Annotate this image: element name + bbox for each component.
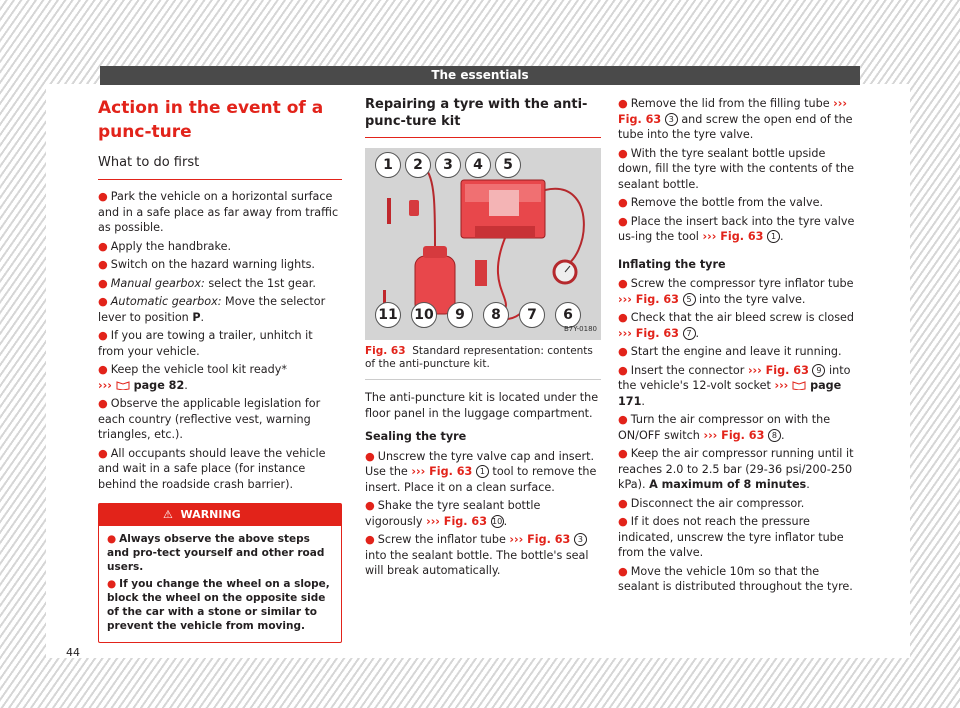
callout-number: 10 xyxy=(491,516,503,526)
step-text-after: . xyxy=(780,428,785,442)
step-text-after: into the sealant bottle. The bottle's seal will break automatically. xyxy=(365,548,589,577)
step-item xyxy=(618,276,862,307)
item-text: Park the vehicle on a horizontal surface and in a safe place as far away from traffic as possible. xyxy=(98,190,339,234)
step-text: Shake the tyre sealant bottle vigorously xyxy=(365,499,541,528)
step-text-after: . xyxy=(503,514,508,528)
item-lead: Automatic gearbox: xyxy=(110,295,222,308)
list-item xyxy=(98,446,342,493)
step-item xyxy=(618,446,862,493)
step-item xyxy=(618,496,862,512)
figure-reference[interactable]: ››› Fig. 63 xyxy=(747,363,809,377)
section-header: The essentials xyxy=(100,66,860,85)
step-text: Remove the lid from the filling tube xyxy=(630,97,834,110)
figure-reference[interactable]: ››› xyxy=(774,379,793,392)
list-item xyxy=(98,189,342,236)
figure-reference[interactable]: ››› Fig. 63 xyxy=(703,428,765,442)
step-text-after: into the tyre valve. xyxy=(695,292,806,306)
sealing-steps xyxy=(365,449,601,579)
figure-reference[interactable]: ››› Fig. 63 xyxy=(618,292,679,306)
callout-number: 3 xyxy=(665,113,678,126)
figure-callout: 5 xyxy=(495,152,521,178)
bullet-icon: ● xyxy=(618,97,628,110)
bullet-icon: ● xyxy=(98,258,108,271)
step-item xyxy=(365,449,601,496)
section-title: Repairing a tyre with the anti-punc-ture kit xyxy=(365,97,588,129)
bullet-icon: ● xyxy=(618,515,628,528)
bullet-icon: ● xyxy=(365,499,375,512)
step-text: With the tyre sealant bottle upside down, fill the tyre with the contents of the sealant bottle. xyxy=(618,146,854,191)
step-text-after: into the vehicle's 12-volt socket xyxy=(618,363,851,392)
item-text: If you are towing a trailer, unhitch it from your vehicle. xyxy=(98,329,313,358)
list-item xyxy=(98,396,342,443)
manual-book-icon xyxy=(116,379,130,388)
figure-callout: 6 xyxy=(555,302,581,328)
step-item xyxy=(365,532,601,579)
instruction-list xyxy=(98,189,342,492)
bullet-icon: ● xyxy=(618,413,628,426)
step-text: Place the insert back into the tyre valve us-ing the tool xyxy=(618,214,855,243)
bullet-icon: ● xyxy=(618,214,628,228)
step-item xyxy=(365,498,601,529)
figure-reference[interactable]: ››› Fig. 63 xyxy=(702,230,764,243)
warning-item xyxy=(107,577,333,633)
sealing-steps-continued xyxy=(618,96,862,245)
step-text: Insert the connector xyxy=(630,363,748,377)
figure-caption xyxy=(365,345,601,371)
step-item xyxy=(618,310,862,341)
bullet-icon: ● xyxy=(618,311,628,324)
warning-text: Always observe the above steps and pro-tect yourself and other road users. xyxy=(107,532,325,573)
bullet-icon: ● xyxy=(618,196,628,209)
bullet-icon: ● xyxy=(365,449,375,463)
subtitle: What to do first xyxy=(98,155,200,170)
figure-callout: 9 xyxy=(447,302,473,328)
warning-item xyxy=(107,532,333,574)
item-text: All occupants should leave the vehicle and wait in a safe place (for instance behind the roadside crash barrier). xyxy=(98,446,326,491)
list-item xyxy=(98,239,342,255)
page-reference[interactable]: ››› xyxy=(98,378,116,392)
step-text: Screw the compressor tyre inflator tube xyxy=(630,277,854,290)
bullet-icon: ● xyxy=(618,496,628,510)
item-tail: . xyxy=(184,378,188,392)
step-text: Disconnect the air compressor. xyxy=(630,496,805,510)
manual-book-icon xyxy=(792,379,806,388)
bullet-icon: ● xyxy=(107,577,117,590)
item-text: Switch on the hazard warning lights. xyxy=(110,258,315,271)
bullet-icon: ● xyxy=(618,363,628,377)
intro-paragraph: The anti-puncture kit is located under the floor panel in the luggage compartment. xyxy=(365,391,599,420)
figure-callout: 1 xyxy=(375,152,401,178)
step-item xyxy=(618,363,862,410)
callout-number: 5 xyxy=(683,293,696,306)
step-item xyxy=(618,96,862,143)
step-text: Turn the air compressor on with the ON/OFF switch xyxy=(618,413,831,442)
item-lead: Manual gearbox: xyxy=(110,276,205,290)
figure-reference[interactable]: ››› Fig. 63 xyxy=(618,97,847,126)
bullet-icon: ● xyxy=(107,532,117,545)
warning-body xyxy=(99,526,341,642)
figure-reference[interactable]: ››› Fig. 63 xyxy=(618,326,679,340)
item-text: Move the selector lever to position xyxy=(98,295,326,324)
step-tail: . xyxy=(806,478,810,491)
item-strong: P xyxy=(192,310,201,324)
item-tail: . xyxy=(200,310,205,324)
bullet-icon: ● xyxy=(98,329,108,342)
item-text: Apply the handbrake. xyxy=(110,239,232,253)
figure-callout: 8 xyxy=(483,302,509,328)
callout-number: 3 xyxy=(574,533,587,546)
step-text-after: tool to remove the insert. Place it on a clean surface. xyxy=(365,465,597,494)
figure-reference[interactable]: ››› Fig. 63 xyxy=(426,514,488,528)
list-item xyxy=(98,257,342,273)
figure-callouts-bottom xyxy=(375,302,591,328)
step-item xyxy=(618,514,862,561)
bullet-icon: ● xyxy=(98,239,108,253)
figure-callout: 10 xyxy=(411,302,437,328)
step-text: Screw the inflator tube xyxy=(377,533,510,546)
bullet-icon: ● xyxy=(618,564,628,578)
bullet-icon: ● xyxy=(365,533,375,546)
column-2 xyxy=(365,96,601,582)
step-text: Move the vehicle 10m so that the sealant is distributed throughout the tyre. xyxy=(618,564,853,593)
figure-label: Fig. 63 xyxy=(365,345,406,357)
step-item xyxy=(618,344,862,360)
bullet-icon: ● xyxy=(98,363,108,376)
step-text: Start the engine and leave it running. xyxy=(630,345,842,358)
callout-number: 1 xyxy=(476,465,489,478)
warning-label: WARNING xyxy=(180,508,241,521)
item-text: Observe the applicable legislation for each country (reflective vest, warning triangles, etc.). xyxy=(98,397,321,441)
page-title: Action in the event of a punc-ture xyxy=(98,98,324,142)
item-text: Keep the vehicle tool kit ready* xyxy=(110,363,287,376)
step-text: Check that the air bleed screw is closed xyxy=(630,311,855,324)
callout-number: 1 xyxy=(767,230,780,243)
figure-caption-text: Standard representation: contents of the anti-puncture kit. xyxy=(365,345,593,370)
figure-callouts-top xyxy=(375,152,525,178)
list-item xyxy=(98,294,342,325)
step-item xyxy=(618,146,862,193)
warning-header xyxy=(99,504,341,526)
step-text-after: . xyxy=(779,230,784,243)
step-text: Unscrew the tyre valve cap and insert. Use the xyxy=(365,449,595,478)
step-text-after: . xyxy=(695,326,700,340)
sealing-heading: Sealing the tyre xyxy=(365,430,467,443)
bullet-icon: ● xyxy=(98,190,108,203)
step-item xyxy=(618,564,862,595)
list-item xyxy=(98,328,342,359)
step-item xyxy=(618,412,862,443)
bullet-icon: ● xyxy=(98,295,108,308)
step-strong: A maximum of 8 minutes xyxy=(649,478,807,491)
divider xyxy=(98,179,342,180)
bullet-icon: ● xyxy=(98,397,108,410)
figure-callout: 4 xyxy=(465,152,491,178)
bullet-icon: ● xyxy=(98,276,108,290)
figure-code: B7Y-0180 xyxy=(563,324,597,333)
bullet-icon: ● xyxy=(618,345,628,358)
page-number: 44 xyxy=(66,646,80,659)
figure-reference[interactable]: ››› Fig. 63 xyxy=(509,533,571,546)
step-text: Keep the air compressor running until it reaches 2.0 to 2.5 bar (29-36 psi/200-250 kPa). xyxy=(618,447,854,491)
warning-box xyxy=(98,503,342,643)
step-text: Remove the bottle from the valve. xyxy=(630,196,824,209)
bullet-icon: ● xyxy=(98,446,108,460)
anti-puncture-kit-illustration xyxy=(365,148,601,340)
page-reference-text: page 82 xyxy=(129,378,185,392)
inflating-steps xyxy=(618,276,862,595)
bullet-icon: ● xyxy=(618,277,628,290)
figure-reference[interactable]: ››› Fig. 63 xyxy=(411,465,473,478)
warning-triangle-icon: ⚠ xyxy=(163,508,173,521)
figure-callout: 2 xyxy=(405,152,431,178)
list-item xyxy=(98,276,342,292)
figure xyxy=(365,148,601,380)
figure-callout: 3 xyxy=(435,152,461,178)
bullet-icon: ● xyxy=(618,447,628,460)
figure-callout: 7 xyxy=(519,302,545,328)
column-1 xyxy=(98,96,342,643)
callout-number: 8 xyxy=(768,429,781,442)
step-tail: . xyxy=(641,394,645,408)
step-item xyxy=(618,195,862,211)
page-reference-text: page 171 xyxy=(618,379,842,408)
callout-number: 9 xyxy=(812,364,825,377)
warning-text: If you change the wheel on a slope, block the wheel on the opposite side of the car with a stone or similar to prevent the vehicle from moving. xyxy=(107,577,330,632)
callout-number: 7 xyxy=(683,327,696,340)
inflating-heading: Inflating the tyre xyxy=(618,257,726,271)
step-item xyxy=(618,214,862,245)
step-text-after: and screw the open end of the tube into the tyre valve. xyxy=(618,112,853,141)
column-3 xyxy=(618,96,862,598)
step-text: If it does not reach the pressure indicated, unscrew the tyre inflator tube from the valve. xyxy=(618,515,844,559)
figure-callout: 11 xyxy=(375,302,401,328)
bullet-icon: ● xyxy=(618,146,628,160)
list-item xyxy=(98,362,342,393)
divider xyxy=(365,137,601,138)
item-text: select the 1st gear. xyxy=(204,276,316,290)
